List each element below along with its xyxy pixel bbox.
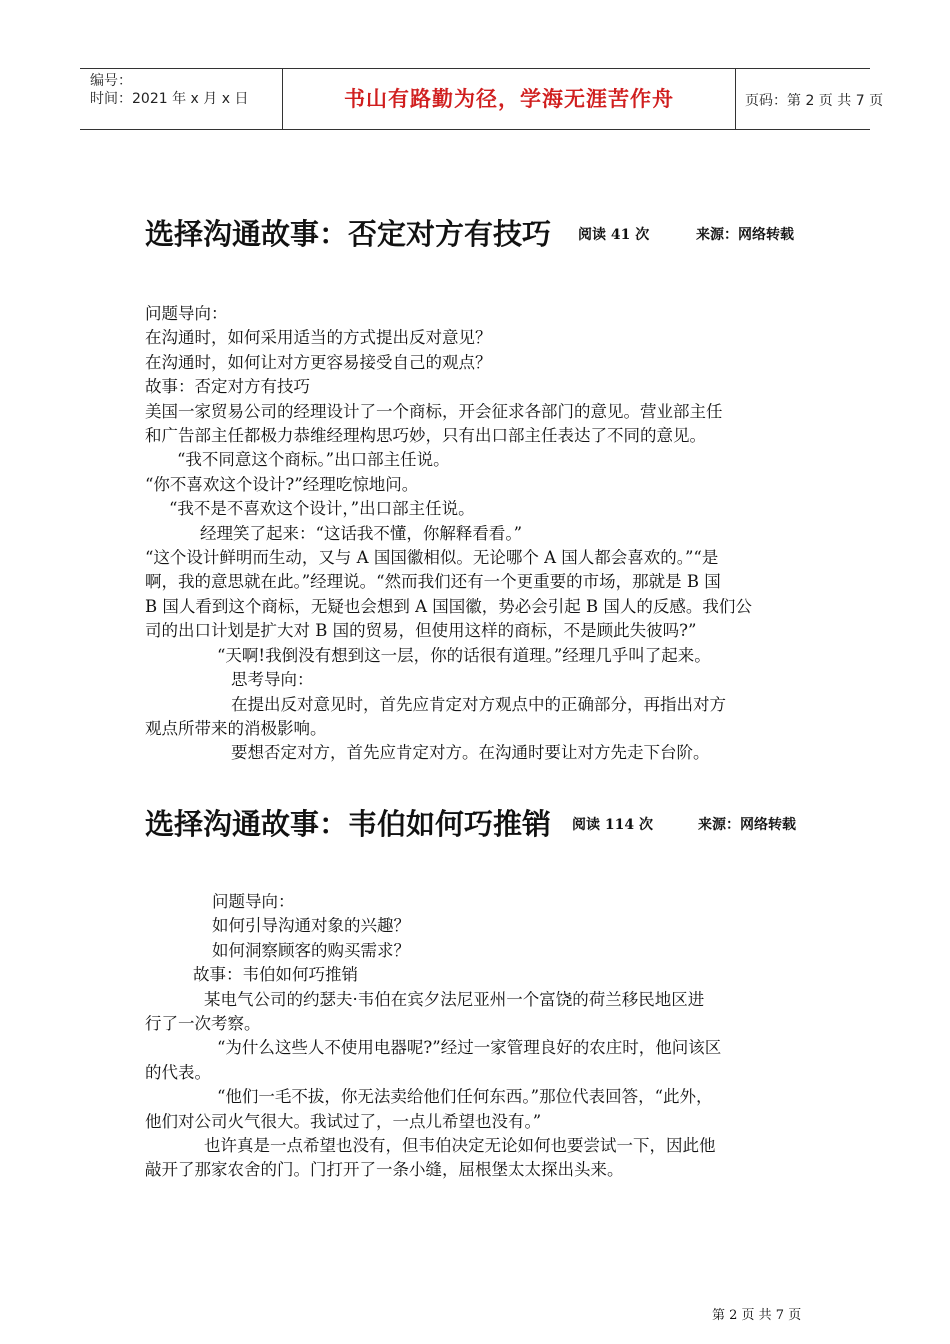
header-motto: 书山有路勤为径，学海无涯苦作舟	[344, 87, 674, 111]
body-line: 在提出反对意见时，首先应肯定对方观点中的正确部分，再指出对方	[231, 694, 726, 714]
article-2-read-count: 阅读 114 次	[572, 817, 653, 833]
page-footer-number: 第 2 页 共 7 页	[712, 1308, 802, 1323]
body-line: “他们一毛不拔，你无法卖给他们任何东西。”那位代表回答，“此外，	[217, 1087, 713, 1107]
body-line: 故事：否定对方有技巧	[145, 377, 310, 397]
body-line: 要想否定对方，首先应肯定对方。在沟通时要让对方先走下台阶。	[231, 743, 710, 763]
article-1-source: 来源：网络转载	[696, 227, 794, 243]
document-date-label: 时间：2021 年 x 月 x 日	[90, 91, 249, 107]
body-line: “你不喜欢这个设计?”经理吃惊地问。	[145, 474, 419, 494]
body-line: 在沟通时，如何采用适当的方式提出反对意见？	[145, 328, 492, 348]
body-line: 观点所带来的消极影响。	[145, 718, 327, 738]
article-2-body	[145, 890, 815, 1183]
article-1-body	[145, 302, 815, 766]
body-line: 问题导向：	[145, 304, 228, 323]
body-line: 他们对公司火气很大。我试过了，一点儿希望也没有。”	[145, 1111, 542, 1131]
body-line: “我不是不喜欢这个设计，”出口部主任说。	[169, 499, 475, 519]
body-line: 美国一家贸易公司的经理设计了一个商标，开会征求各部门的意见。营业部主任	[145, 401, 723, 421]
header-motto-cell	[282, 69, 736, 129]
article-1-read-count: 阅读 41 次	[578, 227, 650, 243]
body-line: “这个设计鲜明而生动，又与 A 国国徽相似。无论哪个 A 国人都会喜欢的。”“是	[145, 548, 719, 568]
body-line: “为什么这些人不使用电器呢?”经过一家管理良好的农庄时，他问该区	[217, 1038, 722, 1058]
body-line: B 国人看到这个商标，无疑也会想到 A 国国徽，势必会引起 B 国人的反感。我们公	[145, 596, 752, 616]
article-1-heading	[145, 212, 810, 252]
header-page-cell	[735, 69, 884, 129]
header-page-number: 页码：第 2 页 共 7 页	[745, 93, 884, 109]
body-line: 啊，我的意思就在此。”经理说。“然而我们还有一个更重要的市场，那就是 B 国	[145, 572, 721, 592]
body-line: 思考导向：	[231, 670, 314, 690]
document-number-label: 编号：	[90, 73, 132, 89]
header-info-cell	[80, 69, 282, 129]
body-line: “天啊!我倒没有想到这一层，你的话很有道理。”经理几乎叫了起来。	[217, 645, 711, 665]
body-line: 司的出口计划是扩大对 B 国的贸易，但使用这样的商标，不是顾此失彼吗?”	[145, 621, 697, 641]
article-2-heading	[145, 802, 810, 842]
body-line: 故事：韦伯如何巧推销	[193, 965, 358, 985]
body-line: 某电气公司的约瑟夫·韦伯在宾夕法尼亚州一个富饶的荷兰移民地区进	[204, 989, 705, 1009]
body-line: “我不同意这个商标。”出口部主任说。	[177, 450, 450, 470]
article-2-source: 来源：网络转载	[698, 817, 796, 833]
body-line: 问题导向：	[212, 892, 295, 911]
page-header	[80, 68, 884, 130]
body-line: 在沟通时，如何让对方更容易接受自己的观点？	[145, 352, 492, 372]
body-line: 如何引导沟通对象的兴趣？	[212, 916, 410, 936]
body-line: 敲开了那家农舍的门。门打开了一条小缝，屈根堡太太探出头来。	[145, 1160, 624, 1180]
body-line: 经理笑了起来：“这话我不懂，你解释看看。”	[200, 523, 523, 543]
body-line: 行了一次考察。	[145, 1014, 261, 1034]
body-line: 和广告部主任都极力恭维经理构思巧妙，只有出口部主任表达了不同的意见。	[145, 426, 706, 446]
article-1-title: 选择沟通故事：否定对方有技巧	[145, 217, 552, 251]
article-2-title: 选择沟通故事：韦伯如何巧推销	[145, 807, 552, 841]
body-line: 也许真是一点希望也没有，但韦伯决定无论如何也要尝试一下，因此他	[204, 1136, 716, 1156]
body-line: 的代表。	[145, 1062, 211, 1082]
body-line: 如何洞察顾客的购买需求？	[212, 940, 410, 960]
